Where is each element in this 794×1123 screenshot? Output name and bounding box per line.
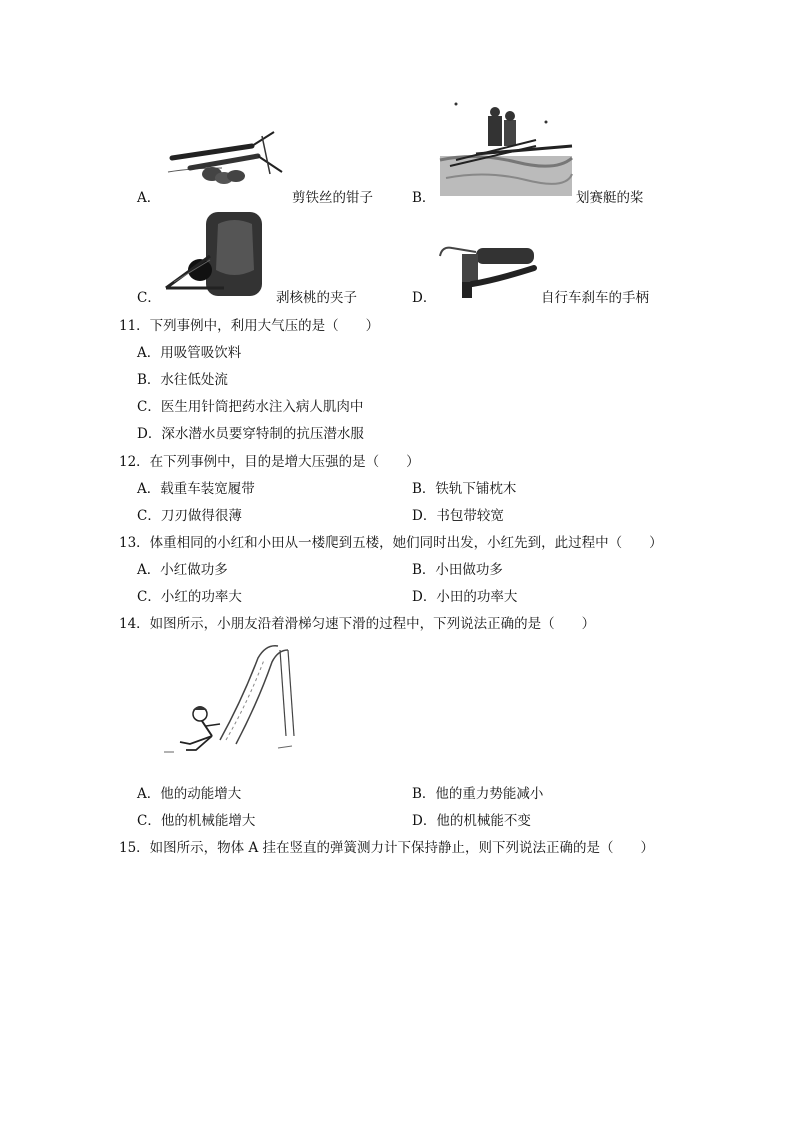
q10-option-a-letter: A．: [137, 190, 161, 206]
question-13-option-c: C．小红的功率大: [137, 589, 242, 605]
rowing-boat-illustration: [436, 100, 574, 196]
question-13-option-a: A．小红做功多: [137, 562, 228, 578]
question-13-option-d: D．小田的功率大: [412, 589, 518, 605]
pliers-illustration: [162, 128, 290, 200]
question-12-option-c: C．刀刃做得很薄: [137, 508, 242, 524]
question-11-option-a: A．用吸管吸饮料: [137, 345, 242, 361]
question-14-option-d: D．他的机械能不变: [412, 813, 531, 829]
question-13-stem: 13．体重相同的小红和小田从一楼爬到五楼，她们同时出发，小红先到，此过程中（ ）: [119, 535, 663, 551]
question-12-stem: 12．在下列事例中，目的是增大压强的是（ ）: [119, 454, 420, 470]
question-12-option-d: D．书包带较宽: [412, 508, 504, 524]
question-14-option-a: A．他的动能增大: [137, 786, 242, 802]
bike-brake-lever-illustration: [436, 244, 538, 300]
q10-option-c-letter: C．: [137, 290, 161, 306]
question-11-option-b: B．水往低处流: [137, 372, 228, 388]
q10-option-b-caption: 划赛艇的桨: [576, 190, 644, 206]
question-15-stem: 15．如图所示，物体 A 挂在竖直的弹簧测力计下保持静止，则下列说法正确的是（ ）: [119, 840, 655, 856]
question-11-option-c: C．医生用针筒把药水注入病人肌肉中: [137, 399, 364, 415]
question-12-option-a: A．载重车装宽履带: [137, 481, 255, 497]
q10-option-c-caption: 剥核桃的夹子: [276, 290, 357, 306]
q10-option-a-caption: 剪铁丝的钳子: [292, 190, 373, 206]
q10-option-d-caption: 自行车刹车的手柄: [541, 290, 649, 306]
nutcracker-illustration: [164, 210, 276, 298]
question-12-option-b: B．铁轨下铺枕木: [412, 481, 517, 497]
q10-option-b-letter: B．: [412, 190, 436, 206]
question-11-stem: 11．下列事例中，利用大气压的是（ ）: [119, 318, 380, 334]
question-14-option-c: C．他的机械能增大: [137, 813, 256, 829]
question-13-option-b: B．小田做功多: [412, 562, 503, 578]
question-14-option-b: B．他的重力势能减小: [412, 786, 544, 802]
q10-option-d-letter: D．: [412, 290, 437, 306]
question-14-stem: 14．如图所示，小朋友沿着滑梯匀速下滑的过程中，下列说法正确的是（ ）: [119, 616, 596, 632]
question-11-option-d: D．深水潜水员要穿特制的抗压潜水服: [137, 426, 364, 442]
child-on-slide-illustration: [160, 640, 300, 760]
